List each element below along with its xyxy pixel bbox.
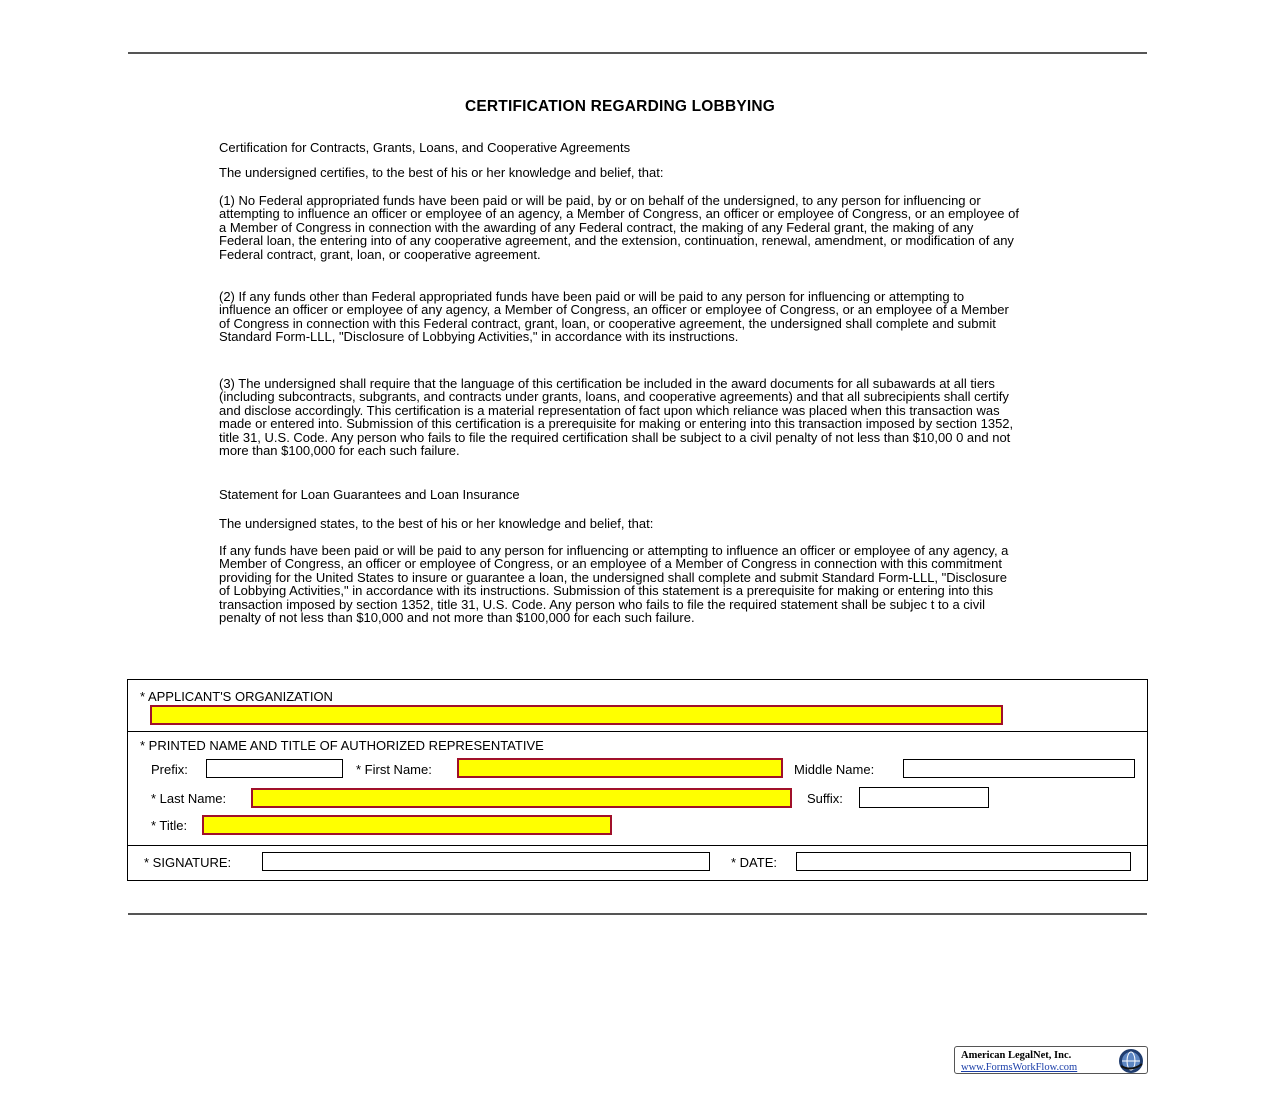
top-rule xyxy=(128,52,1147,54)
organization-input[interactable] xyxy=(150,705,1003,725)
title-input[interactable] xyxy=(202,815,612,835)
date-label: * DATE: xyxy=(731,855,777,870)
organization-label: * APPLICANT'S ORGANIZATION xyxy=(140,689,333,704)
page-title: CERTIFICATION REGARDING LOBBYING xyxy=(464,98,776,115)
date-input[interactable] xyxy=(796,852,1131,871)
first-name-label: * First Name: xyxy=(356,762,432,777)
prefix-label: Prefix: xyxy=(151,762,188,777)
clause-1: (1) No Federal appropriated funds have been paid or will be paid, by or on behalf of the undersigned, to any person for influencing or attempting to influence an officer or employee of an agency, a Member of Congress, an officer or employee of Congress, or an employee of a Member of Congress in connection with the awarding of any Federal contract, the making of any Federal grant, the making of any Federal loan, the entering into of any cooperative agreement, and the extension, continuation, renewal, amendment, or modification of any Federal contract, grant, loan, or cooperative agreement. xyxy=(219,193,1019,262)
bottom-rule xyxy=(128,913,1147,915)
loan-statement: If any funds have been paid or will be paid to any person for influencing or attempting to influence an officer or employee of any agency, a Member of Congress, an officer or employee of Congress, or an employee of a Member of Congress in connection with this commitment providing for the United States to insure or guarantee a loan, the undersigned shall complete and submit Standard Form-LLL, "Disclosure of Lobbying Activities," in accordance with its instructions. Submission of this statement is a prerequisite for making or entering into this transaction imposed by section 1352, title 31, U.S. Code. Any person who fails to file the required statement shall be subjec t to a civil penalty of not less than $10,000 and not more than $100,000 for each such failure. xyxy=(219,543,1009,626)
section-divider xyxy=(128,731,1147,732)
middle-name-input[interactable] xyxy=(903,759,1135,778)
last-name-label: * Last Name: xyxy=(151,791,227,806)
publisher-name: American LegalNet, Inc. xyxy=(961,1050,1072,1061)
section-divider xyxy=(128,845,1147,846)
title-label: * Title: xyxy=(151,818,188,833)
suffix-label: Suffix: xyxy=(807,791,843,806)
subheading-contracts: Certification for Contracts, Grants, Loans, and Cooperative Agreements xyxy=(219,140,631,155)
intro-states: The undersigned states, to the best of his or her knowledge and belief, that: xyxy=(219,516,654,531)
first-name-input[interactable] xyxy=(457,758,783,778)
representative-section-label: * PRINTED NAME AND TITLE OF AUTHORIZED REPRESENTATIVE xyxy=(140,738,544,753)
publisher-link[interactable]: www.FormsWorkFlow.com xyxy=(961,1062,1078,1073)
publisher-badge xyxy=(954,1046,1148,1074)
signature-form xyxy=(127,679,1148,881)
intro-certifies: The undersigned certifies, to the best of his or her knowledge and belief, that: xyxy=(219,165,664,180)
middle-name-label: Middle Name: xyxy=(794,762,875,777)
suffix-input[interactable] xyxy=(859,787,989,808)
signature-label: * SIGNATURE: xyxy=(144,855,232,870)
clause-2: (2) If any funds other than Federal appropriated funds have been paid or will be paid to any person for influencing or attempting to influence an officer or employee of any agency, a Member of Congress, an officer or employee of Congress, or an employee of a Member of Congress in connection with this Federal contract, grant, loan, or cooperative agreement, the undersigned shall complete and submit Standard Form-LLL, "Disclosure of Lobbying Activities," in accordance with its instructions. xyxy=(219,289,1009,345)
globe-logo-icon xyxy=(1118,1048,1144,1074)
prefix-input[interactable] xyxy=(206,759,343,778)
clause-3: (3) The undersigned shall require that the language of this certification be included in the award documents for all subawards at all tiers (including subcontracts, subgrants, and contracts under grants, loans, and cooperative agreements) and that all subrecipients shall certify and disclose accordingly. This certification is a material representation of fact upon which reliance was placed when this transaction was made or entered into. Submission of this certification is a prerequisite for making or entering into this transaction imposed by section 1352, title 31, U.S. Code. Any person who fails to file the required certification shall be subject to a civil penalty of not less than $10,00 0 and not more than $100,000 for each such failure. xyxy=(219,376,1014,459)
subheading-loans: Statement for Loan Guarantees and Loan Insurance xyxy=(219,487,520,502)
signature-input[interactable] xyxy=(262,852,710,871)
last-name-input[interactable] xyxy=(251,788,792,808)
